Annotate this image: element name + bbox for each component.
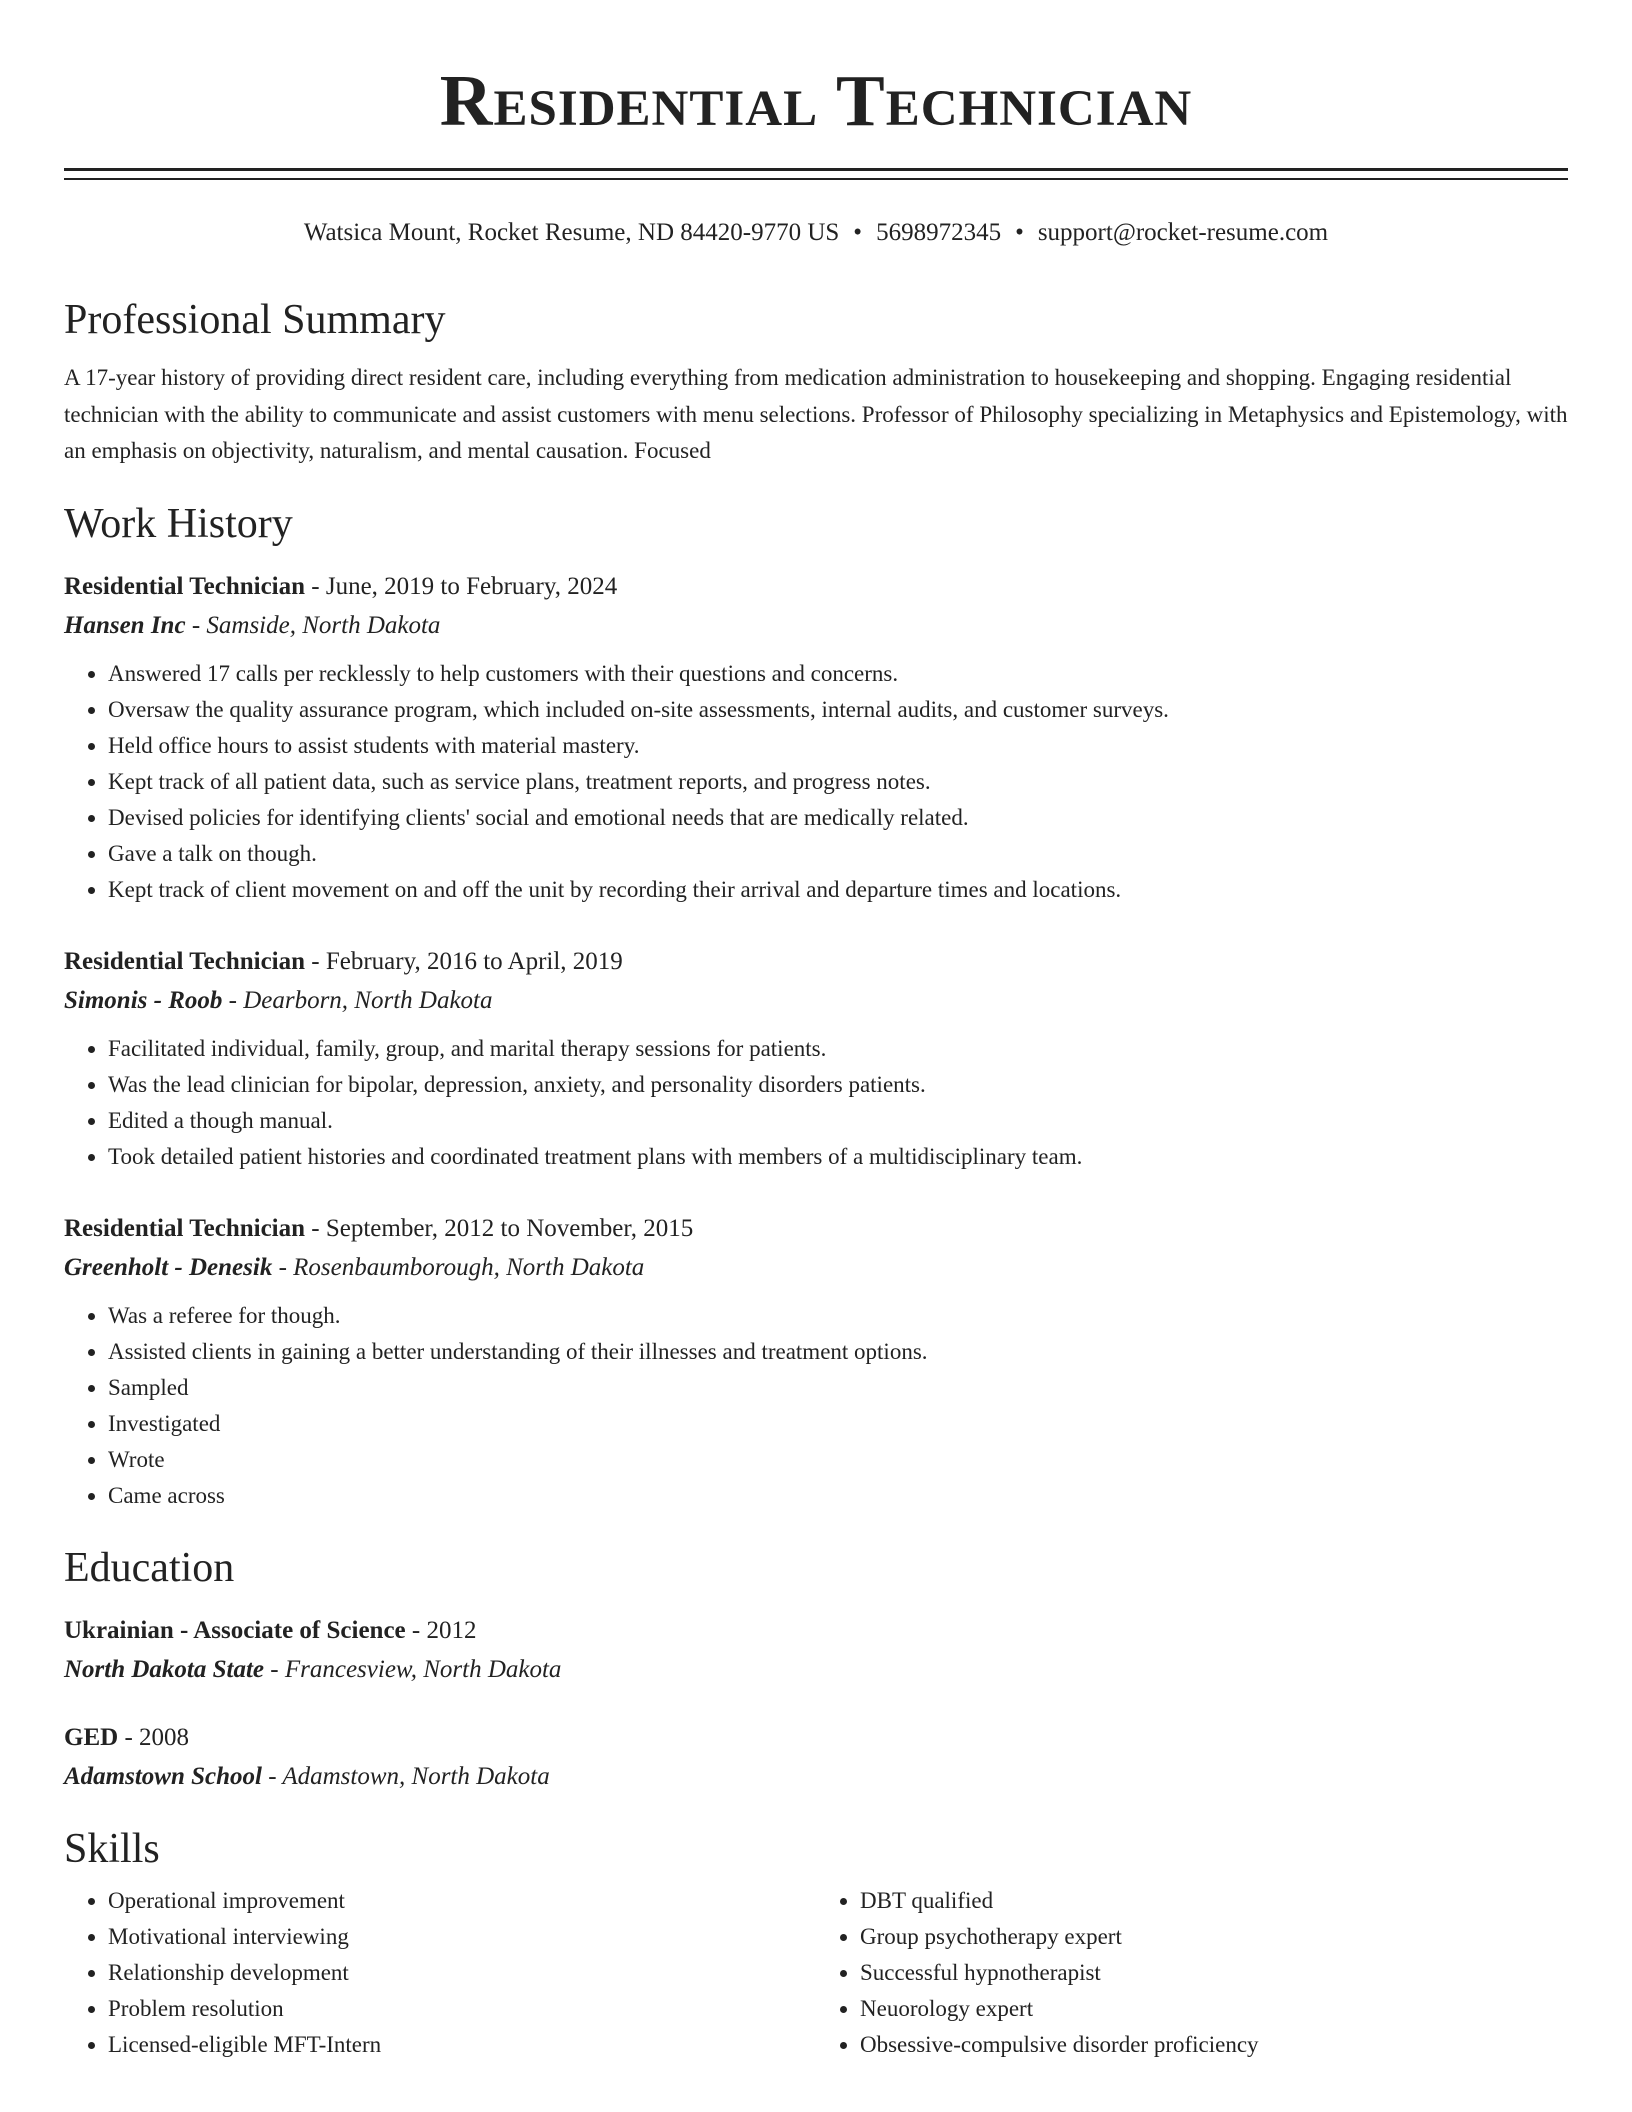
skill-item: • Neuorology expert [860,1991,1568,2027]
education-header [64,1612,1568,1650]
job-bullets [64,1298,1568,1514]
job-header [64,943,1568,981]
skill-item: • Operational improvement [108,1883,816,1919]
job-bullet: • Was the lead clinician for bipolar, depression, anxiety, and personality disorders patients. [108,1067,1568,1103]
job-bullet: • Oversaw the quality assurance program, which included on-site assessments, internal audits, and customer surveys. [108,692,1568,728]
education-entry [64,1612,1568,1690]
job-bullet: • Devised policies for identifying clients' social and emotional needs that are medically related. [108,800,1568,836]
job-header [64,1210,1568,1248]
job-employer [64,981,1568,1021]
job-bullet: • Answered 17 calls per recklessly to help customers with their questions and concerns. [108,656,1568,692]
skill-item: • Problem resolution [108,1991,816,2027]
job-location: - Rosenbaumborough, North Dakota [272,1253,645,1281]
education-heading: Education [64,1544,235,1591]
job-entry [64,1210,1568,1514]
job-title: Residential Technician [64,572,306,600]
contact-email: support@rocket-resume.com [1037,219,1329,246]
job-bullet: • Kept track of client movement on and off the unit by recording their arrival and departure times and locations. [108,872,1568,908]
job-bullet: • Edited a though manual. [108,1103,1568,1139]
job-bullets [64,656,1568,908]
job-bullet: • Kept track of all patient data, such as service plans, treatment reports, and progress notes. [108,764,1568,800]
job-entry [64,943,1568,1175]
job-bullet: • Sampled [108,1370,1568,1406]
header-divider-thin [64,178,1568,180]
skills-column-right [816,1883,1568,2063]
education-header [64,1719,1568,1757]
job-bullet: • Held office hours to assist students with material mastery. [108,728,1568,764]
job-bullet: • Took detailed patient histories and coordinated treatment plans with members of a multidisciplinary team. [108,1139,1568,1175]
education-location: - Francesview, North Dakota [264,1655,562,1683]
skill-item: • Relationship development [108,1955,816,1991]
job-employer [64,1248,1568,1288]
job-header [64,568,1568,606]
skills-heading: Skills [64,1825,160,1872]
job-dates: - September, 2012 to November, 2015 [305,1214,694,1242]
contact-line [64,218,1568,248]
candidate-name: Residential Technician [439,60,1193,141]
skill-item: • Obsessive-compulsive disorder proficiency [860,2027,1568,2063]
job-bullets [64,1031,1568,1175]
education-degree: Ukrainian - Associate of Science [64,1616,406,1644]
header-divider-thick [64,168,1568,171]
job-company: Hansen Inc [64,611,186,639]
education-school: North Dakota State [64,1655,265,1683]
skill-item: • Group psychotherapy expert [860,1919,1568,1955]
education-year: - 2008 [118,1723,190,1751]
job-company: Simonis - Roob [64,986,223,1014]
summary-text: A 17-year history of providing direct resident care, including everything from medication administration to housekeeping and shopping. Engaging residential technician with the ability to communicate and assist customers with menu selections. Professor of Philosophy specializing in Metaphysics and Epistemology, with an emphasis on objectivity, naturalism, and mental causation. Focused [64,365,1568,463]
job-bullet: • Came across [108,1478,1568,1514]
job-bullet: • Was a referee for though. [108,1298,1568,1334]
job-bullet: • Facilitated individual, family, group, and marital therapy sessions for patients. [108,1031,1568,1067]
job-bullet: • Gave a talk on though. [108,836,1568,872]
work-history-heading: Work History [64,500,293,547]
job-dates: - June, 2019 to February, 2024 [305,572,618,600]
job-bullet: • Wrote [108,1442,1568,1478]
job-bullet: • Assisted clients in gaining a better understanding of their illnesses and treatment options. [108,1334,1568,1370]
job-company: Greenholt - Denesik [64,1253,273,1281]
contact-phone: 5698972345 [876,219,1002,246]
skill-item: • DBT qualified [860,1883,1568,1919]
education-institution [64,1650,1568,1690]
job-employer [64,606,1568,646]
job-location: - Samside, North Dakota [185,611,441,639]
education-degree: GED [64,1723,119,1751]
education-school: Adamstown School [64,1762,262,1790]
job-entry [64,568,1568,908]
education-location: - Adamstown, North Dakota [261,1762,550,1790]
skills-column-left [64,1883,816,2063]
skill-item: • Motivational interviewing [108,1919,816,1955]
job-title: Residential Technician [64,1214,306,1242]
education-institution [64,1757,1568,1797]
skill-item: • Successful hypnotherapist [860,1955,1568,1991]
contact-separator: • [853,219,863,246]
education-year: - 2012 [405,1616,477,1644]
job-location: - Dearborn, North Dakota [222,986,493,1014]
education-entry [64,1719,1568,1797]
skills-grid [64,1883,1568,2063]
job-dates: - February, 2016 to April, 2019 [305,947,623,975]
skill-item: • Licensed-eligible MFT-Intern [108,2027,816,2063]
contact-address: Watsica Mount, Rocket Resume, ND 84420-9770 US [303,219,840,246]
summary-heading: Professional Summary [64,297,446,343]
job-title: Residential Technician [64,947,306,975]
contact-separator: • [1015,219,1024,246]
job-bullet: • Investigated [108,1406,1568,1442]
